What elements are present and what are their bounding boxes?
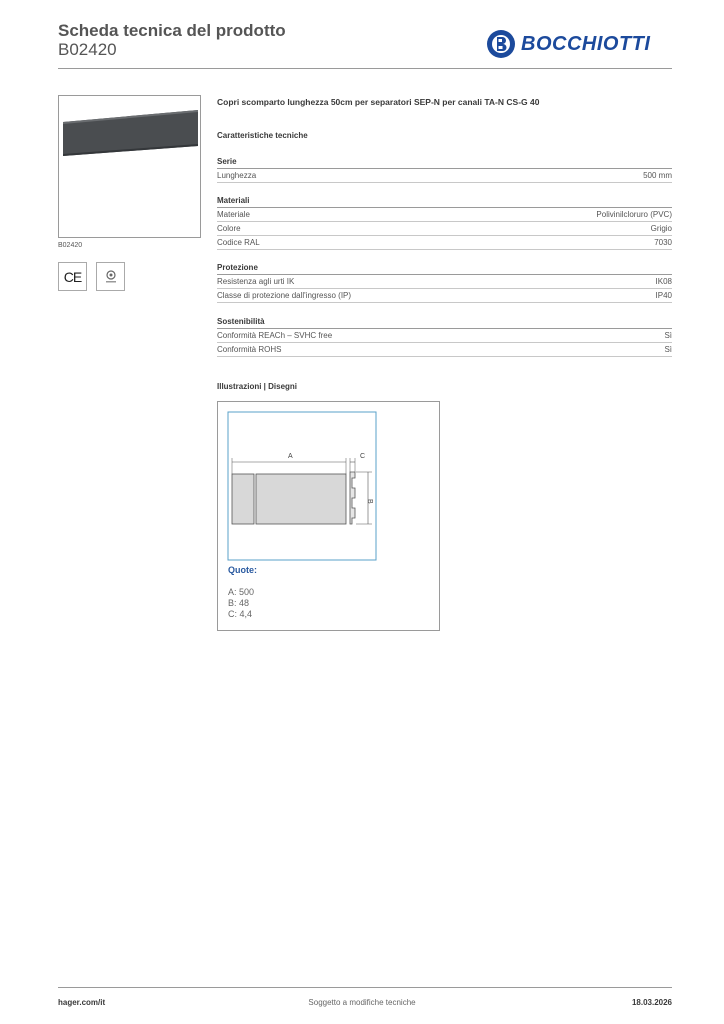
footer-note: Soggetto a modifiche tecniche — [308, 998, 416, 1007]
spec-row — [217, 236, 672, 250]
dim-label-c: C — [360, 453, 366, 460]
quote-a: A: 500 — [228, 587, 255, 597]
spec-value: Polivinilcloruro (PVC) — [596, 210, 672, 219]
spec-row — [217, 289, 672, 303]
quote-c: C: 4,4 — [228, 609, 253, 619]
spec-row — [217, 275, 672, 289]
spec-value: Grigio — [650, 224, 672, 233]
spec-value: IK08 — [655, 277, 672, 286]
spec-value: Sì — [664, 331, 672, 340]
footer-divider — [58, 987, 672, 988]
spec-row — [217, 208, 672, 222]
spec-label: Materiale — [217, 210, 250, 219]
dim-label-a: A — [288, 453, 293, 460]
quotes-title: Quote: — [228, 565, 257, 575]
spec-row — [217, 329, 672, 343]
dim-label-b: B — [366, 499, 373, 504]
spec-label: Lunghezza — [217, 171, 257, 180]
spec-value: Sì — [664, 345, 672, 354]
technical-drawing — [217, 401, 440, 631]
spec-label: Classe di protezione dall'ingresso (IP) — [217, 291, 352, 300]
image-caption: B02420 — [58, 242, 83, 249]
spec-group-sostenibilita — [217, 316, 672, 357]
footer-date: 18.03.2026 — [631, 998, 672, 1007]
spec-value: 7030 — [654, 238, 672, 247]
product-description: Copri scomparto lunghezza 50cm per separatori SEP-N per canali TA-N CS-G 40 — [217, 97, 540, 107]
spec-group-protezione — [217, 262, 672, 303]
spec-value: IP40 — [655, 291, 672, 300]
spec-group-materiali — [217, 195, 672, 250]
quote-b: B: 48 — [228, 598, 250, 608]
bocchiotti-logo-icon — [486, 29, 516, 59]
spec-group-title: Protezione — [217, 262, 672, 275]
cover-strip-image — [59, 96, 200, 237]
spec-label: Colore — [217, 224, 241, 233]
illustrations-title: Illustrazioni | Disegni — [217, 382, 298, 391]
page-title: Scheda tecnica del prodotto — [58, 21, 286, 40]
ce-mark-icon — [58, 262, 87, 291]
footer-website[interactable]: hager.com/it — [58, 998, 106, 1007]
product-image — [58, 95, 201, 238]
header-divider — [58, 68, 672, 69]
spec-group-title: Materiali — [217, 195, 672, 208]
spec-label: Conformità REACh – SVHC free — [217, 331, 333, 340]
spec-value: 500 mm — [643, 171, 672, 180]
brand-logo — [486, 28, 670, 60]
ce-mark-text: CE — [63, 268, 82, 285]
spec-row — [217, 169, 672, 183]
spec-group-serie — [217, 156, 672, 183]
product-code: B02420 — [58, 40, 117, 59]
spec-row — [217, 343, 672, 357]
spec-label: Codice RAL — [217, 238, 260, 247]
spec-label: Conformità ROHS — [217, 345, 282, 354]
spec-row — [217, 222, 672, 236]
eco-label-icon — [96, 262, 125, 291]
spec-label: Resistenza agli urti IK — [217, 277, 295, 286]
spec-group-title: Serie — [217, 156, 672, 169]
spec-group-title: Sostenibilità — [217, 316, 672, 329]
brand-name: BOCCHIOTTI — [521, 32, 651, 55]
specs-section-title: Caratteristiche tecniche — [217, 131, 308, 140]
